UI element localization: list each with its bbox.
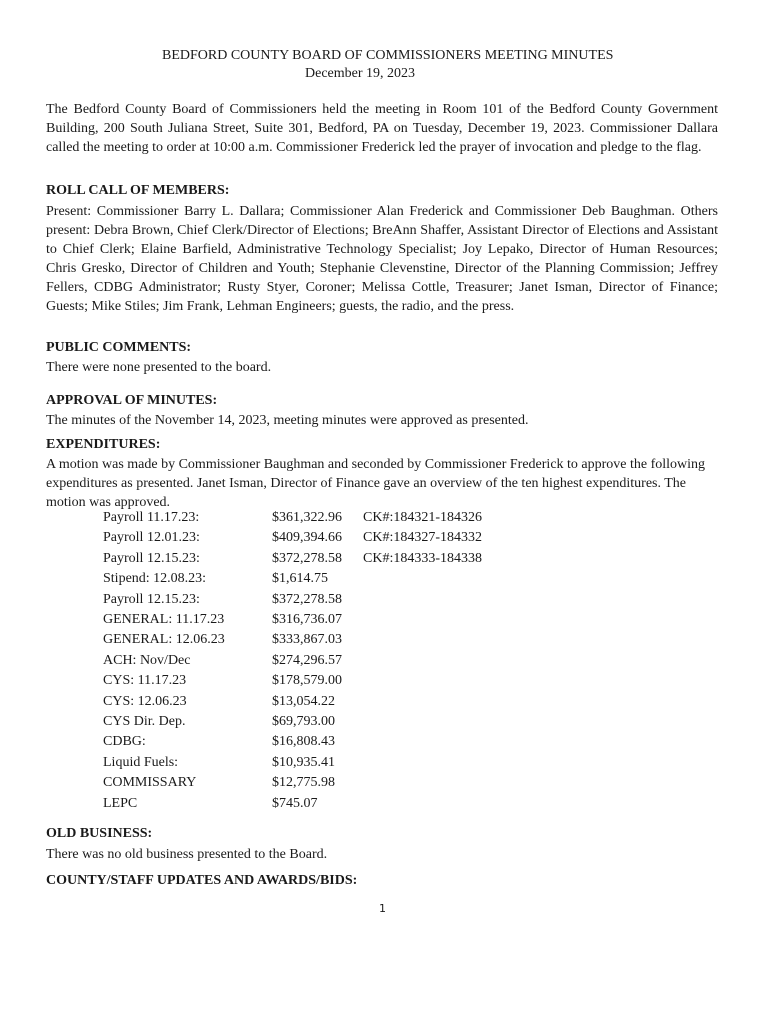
county-updates-heading: COUNTY/STAFF UPDATES AND AWARDS/BIDS: <box>46 873 358 888</box>
expenditure-check-range <box>363 692 482 712</box>
expenditure-label: Payroll 12.01.23: <box>103 530 200 546</box>
expenditure-row <box>103 569 482 589</box>
expenditure-check-range: CK#:184321-184326 <box>363 510 482 525</box>
expenditure-check-range <box>363 753 482 773</box>
expenditure-amount: $274,296.57 <box>272 652 342 668</box>
expenditures-text: A motion was made by Commissioner Baughman and seconded by Commissioner Frederick to approve the following expenditures as presented. Janet Isman, Director of Finance gave an overview of the ten highest expenditures. The motion was approved. <box>46 457 706 510</box>
expenditure-label: Payroll 11.17.23: <box>103 510 200 525</box>
intro-paragraph: The Bedford County Board of Commissioners held the meeting in Room 101 of the Bedford County Government Building, 200 South Juliana Street, Suite 301, Bedford, PA on Tuesday, December 19, 2023. Commissioner Dallara called the meeting to order at 10:00 a.m. Commissioner Frederick led the prayer of invocation and pledge to the flag. <box>46 102 718 155</box>
approval-heading: APPROVAL OF MINUTES: <box>46 393 218 408</box>
expenditure-check-range: CK#:184327-184332 <box>363 530 482 546</box>
public-comments-text: There were none presented to the board. <box>46 360 272 375</box>
expenditure-check-range: CK#:184333-184338 <box>363 550 482 566</box>
expenditure-amount: $372,278.58 <box>272 591 342 607</box>
expenditure-check-range <box>363 590 482 610</box>
expenditure-amount: $745.07 <box>272 795 318 811</box>
expenditure-row <box>103 508 482 528</box>
expenditure-check-range <box>363 712 482 732</box>
page-number: 1 <box>379 902 386 915</box>
roll-call-heading: ROLL CALL OF MEMBERS: <box>46 183 230 198</box>
expenditure-label: GENERAL: 12.06.23 <box>103 632 225 648</box>
public-comments-heading: PUBLIC COMMENTS: <box>46 340 192 355</box>
expenditure-label: CYS: 11.17.23 <box>103 673 187 689</box>
old-business-heading: OLD BUSINESS: <box>46 826 153 841</box>
expenditure-row <box>103 549 482 569</box>
expenditure-amount: $10,935.41 <box>272 754 335 770</box>
expenditure-check-range <box>363 671 482 691</box>
expenditure-row <box>103 630 482 650</box>
expenditure-amount: $361,322.96 <box>272 510 342 525</box>
expenditure-row <box>103 692 482 712</box>
expenditure-row <box>103 671 482 691</box>
expenditure-row <box>103 712 482 732</box>
expenditure-label: CYS: 12.06.23 <box>103 693 187 709</box>
expenditure-label: Stipend: 12.08.23: <box>103 571 207 587</box>
expenditure-label: ACH: Nov/Dec <box>103 652 191 668</box>
expenditure-label: GENERAL: 11.17.23 <box>103 612 225 628</box>
expenditure-row <box>103 651 482 671</box>
approval-text: The minutes of the November 14, 2023, meeting minutes were approved as presented. <box>46 413 529 428</box>
expenditure-row <box>103 528 482 548</box>
expenditure-row <box>103 610 482 630</box>
expenditure-check-range <box>363 651 482 671</box>
expenditure-check-range <box>363 732 482 752</box>
expenditure-amount: $16,808.43 <box>272 734 335 750</box>
document-title: BEDFORD COUNTY BOARD OF COMMISSIONERS MEETING MINUTES <box>162 48 614 63</box>
expenditure-amount: $409,394.66 <box>272 530 342 546</box>
roll-call-text: Present: Commissioner Barry L. Dallara; Commissioner Alan Frederick and Commissioner Deb Baughman. Others present: Debra Brown, Chief Clerk/Director of Elections; BreAnn Shaffer, Assistant Director of Elections and Assistant to Chief Clerk; Elaine Barfield, Administrative Technology Specialist; Joy Lepako, Director of Human Resources; Chris Gresko, Director of Children and Youth; Stephanie Clevenstine, Director of the Planning Commission; Jeffrey Fellers, CDBG Administrator; Rusty Styer, Coroner; Melissa Cottle, Treasurer; Janet Isman, Director of Finance; Guests; Mike Stiles; Jim Frank, Lehman Engineers; guests, the radio, and the press. <box>46 204 718 314</box>
meeting-date: December 19, 2023 <box>305 66 416 81</box>
expenditure-row <box>103 732 482 752</box>
expenditure-row <box>103 794 482 814</box>
old-business-text: There was no old business presented to the Board. <box>46 847 328 862</box>
expenditure-row <box>103 590 482 610</box>
expenditure-label: CDBG: <box>103 734 146 750</box>
expenditure-label: Payroll 12.15.23: <box>103 591 200 607</box>
expenditure-amount: $1,614.75 <box>272 571 328 587</box>
expenditure-amount: $178,579.00 <box>272 673 342 689</box>
expenditure-amount: $69,793.00 <box>272 714 335 730</box>
expenditure-check-range <box>363 794 482 814</box>
expenditure-amount: $372,278.58 <box>272 550 342 566</box>
expenditure-check-range <box>363 630 482 650</box>
expenditure-label: LEPC <box>103 795 138 811</box>
expenditure-check-range <box>363 610 482 630</box>
expenditure-amount: $13,054.22 <box>272 693 335 709</box>
expenditure-check-range <box>363 569 482 589</box>
expenditures-table <box>103 508 482 814</box>
expenditure-amount: $12,775.98 <box>272 775 335 791</box>
expenditure-amount: $316,736.07 <box>272 612 342 628</box>
expenditure-label: COMMISSARY <box>103 775 197 791</box>
expenditure-amount: $333,867.03 <box>272 632 342 648</box>
expenditure-row <box>103 773 482 793</box>
expenditures-heading: EXPENDITURES: <box>46 437 161 452</box>
expenditure-label: Payroll 12.15.23: <box>103 550 200 566</box>
expenditure-row <box>103 753 482 773</box>
expenditure-check-range <box>363 773 482 793</box>
expenditure-label: Liquid Fuels: <box>103 754 179 770</box>
expenditure-label: CYS Dir. Dep. <box>103 714 186 730</box>
